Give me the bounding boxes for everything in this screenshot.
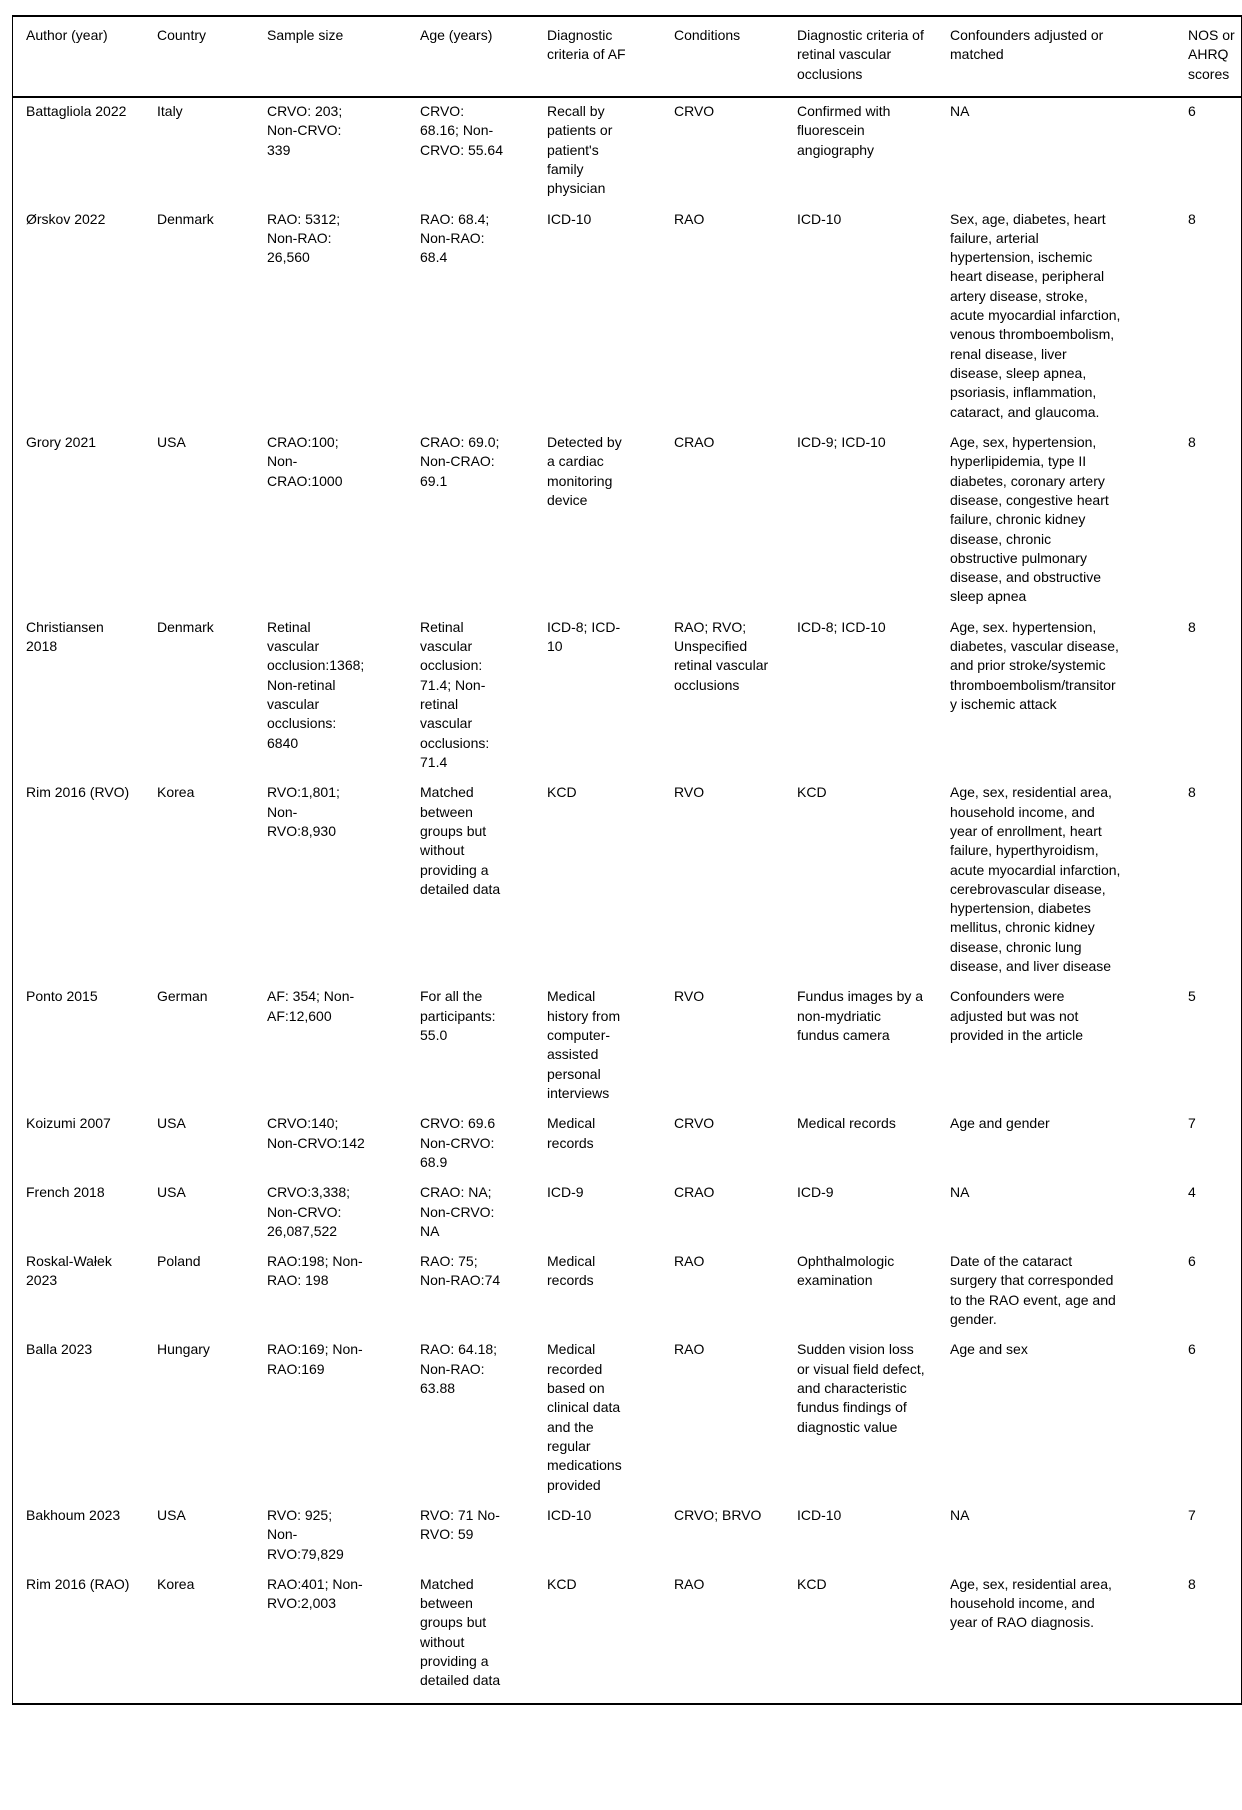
cell-country: USA (157, 433, 186, 450)
table-row (13, 1110, 1241, 1179)
cell-rvo-criteria: Medical records (797, 1115, 896, 1132)
cell-sample-size: RAO:198; Non-RAO: 198 (267, 1253, 363, 1289)
table-row (13, 614, 1241, 780)
cell-scores: 8 (1187, 1571, 1241, 1704)
cell-country: German (157, 988, 208, 1005)
column-header-age-years: Age (years) (419, 16, 546, 97)
cell-country: Italy (157, 102, 183, 119)
cell-age-years: CRVO: 69.6 Non-CRVO: 68.9 (420, 1115, 496, 1170)
cell-rvo-criteria: ICD-10 (797, 210, 842, 227)
cell-confounders: Date of the cataract surgery that corresponded to the RAO event, age and gender. (950, 1253, 1116, 1328)
cell-author-year: Roskal-Wałek 2023 (26, 1253, 112, 1289)
cell-af-criteria: ICD-8; ICD-10 (547, 618, 621, 655)
cell-scores: 7 (1188, 1115, 1196, 1132)
cell-af-criteria: Detected by a cardiac monitoring device (547, 433, 622, 508)
cell-confounders: Confounders were adjusted but was not provided in the article (950, 988, 1084, 1043)
cell-conditions: RAO (673, 1571, 796, 1704)
cell-scores: 7 (1188, 1506, 1196, 1523)
table-header-row (13, 16, 1241, 97)
cell-author-year: Balla 2023 (26, 1341, 93, 1358)
cell-age-years: Matched between groups but without providing a detailed data (420, 784, 501, 897)
cell-rvo-criteria: Confirmed with fluorescein angiography (797, 102, 891, 158)
cell-age-years: RVO: 71 No-RVO: 59 (420, 1506, 500, 1543)
cell-af-criteria: Medical history from computer-assisted personal interviews (547, 988, 621, 1101)
cell-country: USA (157, 1506, 186, 1523)
cell-author-year: French 2018 (26, 1184, 105, 1201)
cell-scores: 8 (1188, 784, 1196, 801)
cell-rvo-criteria: ICD-8; ICD-10 (797, 618, 886, 635)
cell-country: Denmark (157, 618, 214, 635)
cell-author-year: Rim 2016 (RAO) (13, 1571, 156, 1704)
column-header-rvo-criteria: Diagnostic criteria of retinal vascular occlusions (796, 16, 949, 97)
cell-rvo-criteria: ICD-10 (797, 1506, 842, 1523)
cell-author-year: Koizumi 2007 (26, 1115, 111, 1132)
study-characteristics-table-container (12, 15, 1242, 1705)
cell-scores: 8 (1188, 618, 1196, 635)
table-row (13, 1248, 1241, 1336)
cell-af-criteria: Medical recorded based on clinical data and the regular medications provided (547, 1341, 622, 1493)
cell-scores: 6 (1188, 1341, 1196, 1358)
cell-conditions: CRVO; BRVO (674, 1506, 762, 1523)
cell-sample-size: CRAO:100; Non-CRAO:1000 (267, 433, 343, 489)
column-header-conditions: Conditions (673, 16, 796, 97)
cell-conditions: CRAO (674, 1184, 715, 1201)
cell-sample-size: RAO: 5312; Non-RAO: 26,560 (267, 210, 341, 266)
cell-af-criteria: ICD-10 (547, 210, 592, 227)
cell-sample-size: CRVO:140; Non-CRVO:142 (267, 1115, 365, 1151)
cell-rvo-criteria: KCD (796, 1571, 949, 1704)
cell-sample-size: CRVO:3,338; Non-CRVO: 26,087,522 (267, 1184, 351, 1239)
cell-country: Denmark (157, 210, 214, 227)
cell-rvo-criteria: Ophthalmologic examination (797, 1253, 895, 1289)
cell-author-year: Bakhoum 2023 (26, 1506, 121, 1523)
column-header-af-criteria: Diagnostic criteria of AF (546, 16, 673, 97)
cell-age-years: RAO: 68.4; Non-RAO: 68.4 (420, 210, 490, 266)
cell-confounders: NA (950, 1506, 970, 1523)
cell-scores: 6 (1188, 1253, 1196, 1270)
cell-country: USA (157, 1184, 186, 1201)
cell-conditions: CRVO (674, 1115, 715, 1132)
cell-age-years: Matched between groups but without providing a detailed data (419, 1571, 546, 1704)
cell-rvo-criteria: ICD-9; ICD-10 (797, 433, 886, 450)
column-header-confounders: Confounders adjusted or matched (949, 16, 1187, 97)
cell-confounders: NA (950, 1184, 970, 1201)
cell-af-criteria: ICD-9 (547, 1184, 584, 1201)
cell-confounders: Sex, age, diabetes, heart failure, arterial hypertension, ischemic heart disease, peripheral artery disease, stroke, acute myocardial infarction, venous thromboembolism, renal disease, liver disease, sleep apnea, psoriasis, inflammation, cataract, and glaucoma. (950, 210, 1121, 420)
cell-author-year: Christiansen 2018 (26, 618, 104, 655)
cell-rvo-criteria: ICD-9 (797, 1184, 834, 1201)
cell-country: Poland (157, 1253, 201, 1270)
cell-af-criteria: Medical records (547, 1253, 596, 1289)
cell-conditions: RAO; RVO; Unspecified retinal vascular occlusions (674, 618, 769, 693)
cell-conditions: RAO (674, 210, 705, 227)
cell-confounders: Age and gender (950, 1115, 1050, 1132)
cell-af-criteria: Medical records (547, 1115, 596, 1151)
cell-age-years: RAO: 64.18; Non-RAO: 63.88 (420, 1341, 498, 1396)
cell-conditions: CRAO (674, 433, 715, 450)
column-header-author-year: Author (year) (13, 16, 156, 97)
table-row (13, 779, 1241, 983)
table-row (13, 1179, 1241, 1248)
cell-author-year: Battagliola 2022 (26, 102, 127, 119)
column-header-scores: NOS or AHRQ scores (1187, 16, 1241, 97)
table-row (13, 1571, 1241, 1704)
cell-conditions: RAO (674, 1341, 705, 1358)
cell-af-criteria: Recall by patients or patient's family physician (547, 102, 613, 197)
cell-sample-size: RAO:169; Non-RAO:169 (267, 1341, 363, 1377)
cell-af-criteria: KCD (547, 784, 577, 801)
cell-af-criteria: ICD-10 (547, 1506, 592, 1523)
cell-confounders: NA (950, 102, 970, 119)
cell-author-year: Grory 2021 (26, 433, 97, 450)
cell-scores: 8 (1188, 433, 1196, 450)
cell-rvo-criteria: KCD (797, 784, 827, 801)
cell-sample-size: Retinal vascular occlusion:1368; Non-retinal vascular occlusions: 6840 (267, 618, 365, 751)
cell-age-years: Retinal vascular occlusion: 71.4; Non-retinal vascular occlusions: 71.4 (420, 618, 490, 770)
cell-scores: 6 (1188, 102, 1196, 119)
cell-sample-size: CRVO: 203; Non-CRVO: 339 (267, 102, 343, 158)
cell-country: Korea (156, 1571, 266, 1704)
cell-conditions: RAO (674, 1253, 705, 1270)
cell-rvo-criteria: Sudden vision loss or visual field defect, and characteristic fundus findings of diagnostic value (797, 1341, 925, 1435)
cell-rvo-criteria: Fundus images by a non-mydriatic fundus camera (797, 988, 924, 1043)
cell-scores: 8 (1188, 210, 1196, 227)
cell-confounders: Age, sex, residential area, household income, and year of RAO diagnosis. (949, 1571, 1187, 1704)
column-header-country: Country (156, 16, 266, 97)
cell-af-criteria: KCD (546, 1571, 673, 1704)
cell-country: Korea (157, 784, 195, 801)
column-header-sample-size: Sample size (266, 16, 419, 97)
cell-scores: 5 (1188, 988, 1196, 1005)
cell-country: USA (157, 1115, 186, 1132)
cell-age-years: CRAO: NA; Non-CRVO: NA (420, 1184, 495, 1239)
cell-sample-size: AF: 354; Non-AF:12,600 (267, 988, 355, 1024)
cell-age-years: RAO: 75; Non-RAO:74 (420, 1253, 501, 1289)
table-row (13, 1502, 1241, 1571)
cell-author-year: Rim 2016 (RVO) (26, 784, 130, 801)
cell-sample-size: RAO:401; Non-RVO:2,003 (266, 1571, 419, 1704)
cell-scores: 4 (1188, 1184, 1196, 1201)
table-row (13, 429, 1241, 614)
cell-country: Hungary (157, 1341, 210, 1358)
table-row (13, 97, 1241, 206)
cell-confounders: Age, sex, residential area, household income, and year of enrollment, heart failure, hyperthyroidism, acute myocardial infarction, cerebrovascular disease, hypertension, diabetes mellitus, chronic kidney disease, chronic lung disease, and liver disease (950, 784, 1121, 975)
cell-sample-size: RVO:1,801; Non-RVO:8,930 (267, 784, 340, 839)
table-body (13, 97, 1241, 1704)
cell-confounders: Age and sex (950, 1341, 1028, 1358)
cell-age-years: CRVO: 68.16; Non-CRVO: 55.64 (420, 102, 504, 158)
table-row (13, 1336, 1241, 1502)
cell-conditions: CRVO (674, 102, 715, 119)
table-row (13, 983, 1241, 1110)
table-header (13, 16, 1241, 97)
cell-age-years: CRAO: 69.0; Non-CRAO: 69.1 (420, 433, 500, 489)
table-row (13, 206, 1241, 429)
cell-author-year: Ponto 2015 (26, 988, 98, 1005)
studies-table (13, 15, 1241, 1705)
cell-age-years: For all the participants: 55.0 (420, 988, 496, 1043)
cell-conditions: RVO (674, 988, 705, 1005)
cell-confounders: Age, sex, hypertension, hyperlipidemia, type II diabetes, coronary artery disease, congestive heart failure, chronic kidney disease, chronic obstructive pulmonary disease, and obstructive sleep apnea (950, 433, 1109, 605)
cell-sample-size: RVO: 925; Non-RVO:79,829 (267, 1506, 344, 1562)
cell-conditions: RVO (674, 784, 705, 801)
cell-confounders: Age, sex. hypertension, diabetes, vascular disease, and prior stroke/systemic thromboembolism/transitory ischemic attack (950, 618, 1119, 712)
cell-author-year: Ørskov 2022 (26, 210, 106, 227)
